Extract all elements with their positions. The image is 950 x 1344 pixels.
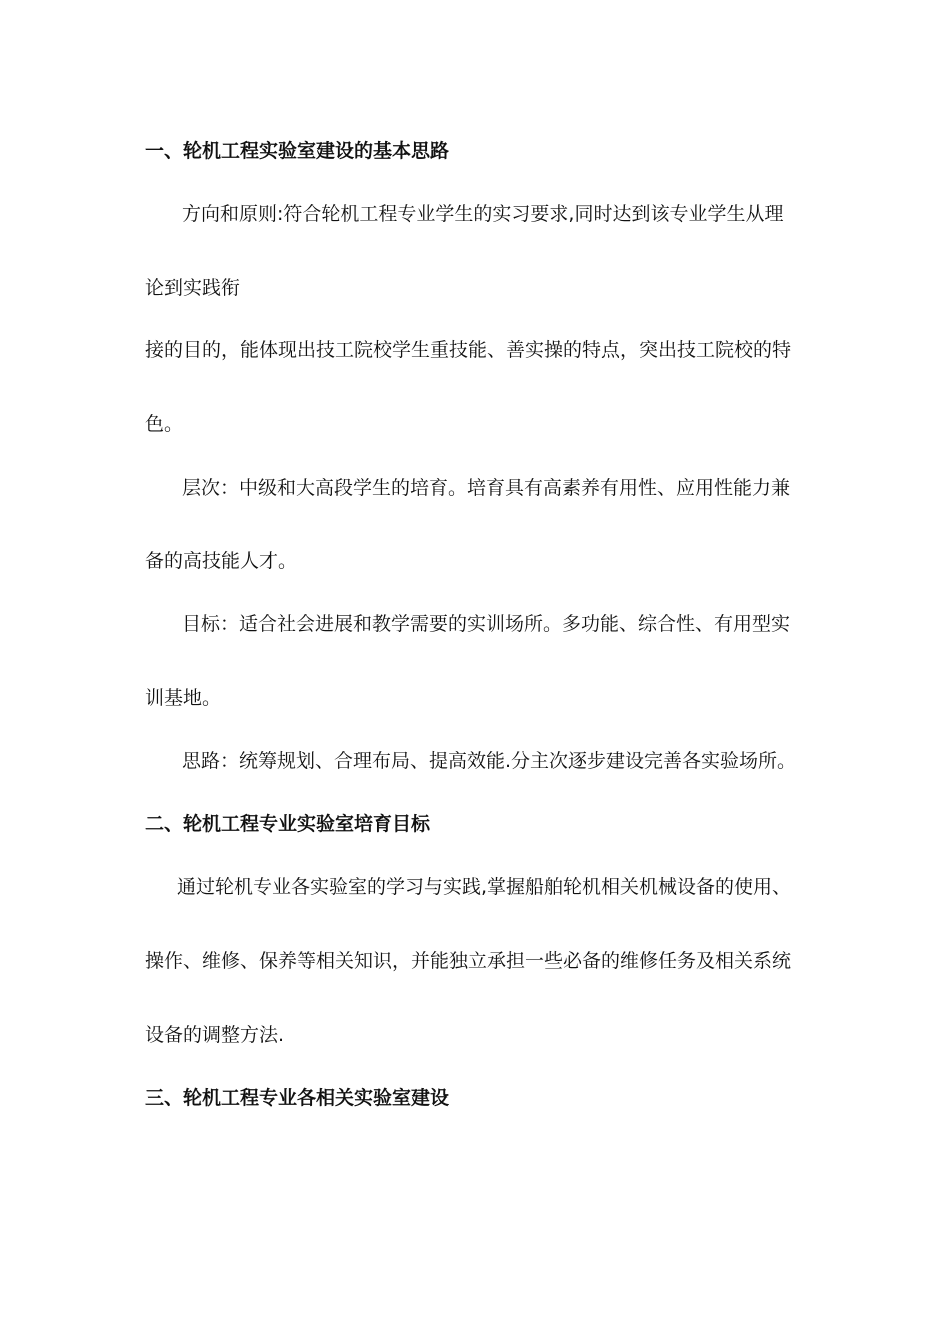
paragraph-direction-line-4: 色。 [145,413,184,435]
paragraph-training-goal-line-2: 操作、维修、保养等相关知识，并能独立承担一些必备的维修任务及相关系统 [145,950,792,972]
paragraph-direction-line-2: 论到实践衔 [145,277,241,299]
section-heading-1: 一、轮机工程实验室建设的基本思路 [145,140,450,162]
paragraph-direction-line-3: 接的目的，能体现出技工院校学生重技能、善实操的特点，突出技工院校的特 [145,339,792,361]
paragraph-training-goal-line-3: 设备的调整方法. [145,1024,285,1046]
section-heading-2: 二、轮机工程专业实验室培育目标 [145,813,431,835]
paragraph-goal-line-1: 目标：适合社会进展和教学需要的实训场所。多功能、综合性、有用型实 [182,613,791,635]
section-heading-3: 三、轮机工程专业各相关实验室建设 [145,1087,450,1109]
paragraph-approach-line-1: 思路：统筹规划、合理布局、提高效能.分主次逐步建设完善各实验场所。 [182,750,797,772]
paragraph-level-line-1: 层次：中级和大高段学生的培育。培育具有高素养有用性、应用性能力兼 [182,477,791,499]
paragraph-direction-line-1: 方向和原则:符合轮机工程专业学生的实习要求,同时达到该专业学生从理 [182,203,784,225]
paragraph-goal-line-2: 训基地。 [145,687,222,709]
paragraph-training-goal-line-1: 通过轮机专业各实验室的学习与实践,掌握船舶轮机相关机械设备的使用、 [177,876,792,898]
paragraph-level-line-2: 备的高技能人才。 [145,550,298,572]
